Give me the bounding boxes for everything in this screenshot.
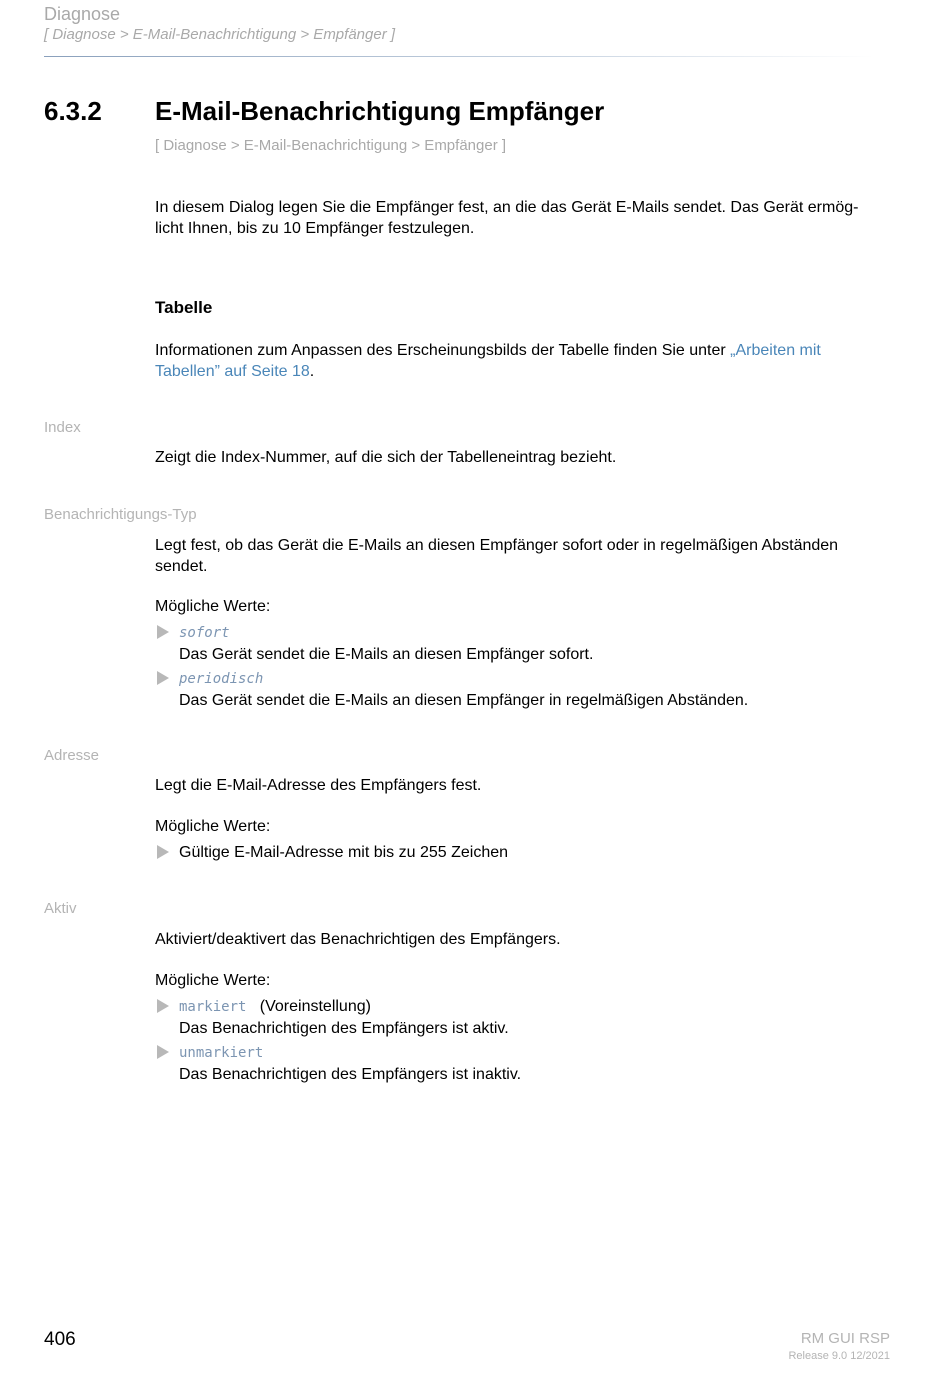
header-divider — [44, 56, 874, 57]
intro-paragraph — [155, 197, 895, 239]
type-value-code: sofort — [179, 625, 230, 641]
active-value-code: markiert — [179, 999, 247, 1015]
table-link[interactable]: „Arbeiten mit Tabellen” auf Seite 18 — [155, 342, 821, 380]
section-number: 6.3.2 — [44, 96, 102, 126]
bullet-arrow-icon — [157, 625, 169, 639]
footer-product: RM GUI RSP — [800, 1330, 890, 1347]
section-breadcrumb: [ Diagnose > E-Mail-Benachrichtigung > Empfänger ] — [155, 137, 507, 154]
type-value-sofort — [179, 622, 593, 665]
table-heading: Tabelle — [155, 298, 213, 317]
active-value-text: Das Benachrichtigen des Empfängers ist inaktiv. — [179, 1066, 522, 1083]
table-text: Informationen zum Anpassen des Erscheinungsbilds der Tabelle finden Sie unter — [155, 342, 731, 359]
bullet-arrow-icon — [157, 1045, 169, 1059]
address-values-label: Mögliche Werte: — [155, 818, 271, 835]
field-label-index: Index — [44, 419, 81, 436]
type-value-periodisch — [179, 668, 748, 711]
intro-line-2: licht Ihnen, bis zu 10 Empfänger festzulegen. — [155, 220, 475, 237]
active-value-code: unmarkiert — [179, 1045, 264, 1061]
table-paragraph — [155, 340, 895, 382]
bullet-arrow-icon — [157, 845, 169, 859]
running-header-breadcrumb: [ Diagnose > E-Mail-Benachrichtigung > Empfänger ] — [44, 26, 396, 43]
section-title: E-Mail-Benachrichtigung Empfänger — [155, 96, 605, 126]
active-value-text: Das Benachrichtigen des Empfängers ist aktiv. — [179, 1020, 509, 1037]
type-values-label: Mögliche Werte: — [155, 598, 271, 615]
table-text-end: . — [309, 363, 315, 380]
type-description: Legt fest, ob das Gerät die E-Mails an diesen Empfänger sofort oder in regelmäßigen Abständen sendet. — [155, 537, 839, 575]
bullet-arrow-icon — [157, 999, 169, 1013]
running-header-chapter: Diagnose — [44, 4, 121, 24]
field-label-active: Aktiv — [44, 900, 77, 917]
page-number: 406 — [44, 1329, 76, 1350]
field-label-address: Adresse — [44, 747, 100, 764]
bullet-arrow-icon — [157, 671, 169, 685]
type-value-code: periodisch — [179, 671, 264, 687]
active-description: Aktiviert/deaktivert das Benachrichtigen des Empfängers. — [155, 931, 561, 948]
active-values-label: Mögliche Werte: — [155, 972, 271, 989]
type-value-text: Das Gerät sendet die E-Mails an diesen Empfänger in regelmäßigen Abständen. — [179, 692, 749, 709]
index-description: Zeigt die Index-Nummer, auf die sich der Tabelleneintrag bezieht. — [155, 449, 617, 466]
type-value-text: Das Gerät sendet die E-Mails an diesen Empfänger sofort. — [179, 646, 594, 663]
intro-line-1: In diesem Dialog legen Sie die Empfänger fest, an die das Gerät E-Mails sendet. Das Gerät ermög- — [155, 199, 859, 216]
active-value-markiert — [179, 996, 509, 1039]
address-description: Legt die E-Mail-Adresse des Empfängers fest. — [155, 777, 482, 794]
footer-release: Release 9.0 12/2021 — [788, 1350, 890, 1362]
active-value-default: (Voreinstellung) — [259, 998, 371, 1015]
field-label-type: Benachrichtigungs-Typ — [44, 506, 197, 523]
address-value: Gültige E-Mail-Adresse mit bis zu 255 Zeichen — [179, 844, 509, 861]
active-value-unmarkiert — [179, 1042, 521, 1085]
